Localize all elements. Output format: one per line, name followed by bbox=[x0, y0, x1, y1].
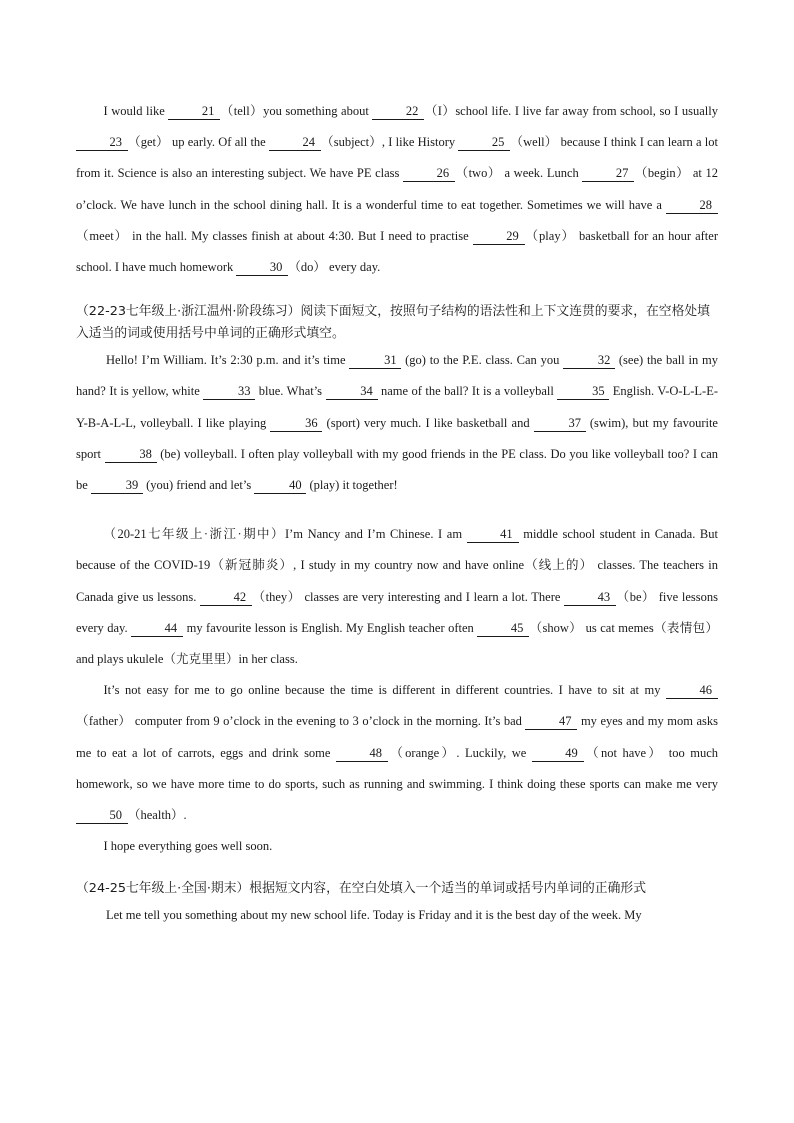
passage-text: (go) to the P.E. class. Can you bbox=[401, 353, 564, 368]
worksheet-page bbox=[76, 96, 718, 932]
passage-text: middle school student in Canada. But because of the COVID-19（新冠肺炎）, I study in my country now and have online（线上的） classes. The teachers in Canada give us lessons. bbox=[76, 527, 718, 604]
answer-blank-43[interactable]: 43 bbox=[564, 590, 616, 606]
passage-text: I would like bbox=[103, 104, 169, 118]
answer-blank-25[interactable]: 25 bbox=[458, 135, 510, 151]
section-2-heading: （22-23七年级上·浙江温州·阶段练习）阅读下面短文，按照句子结构的语法性和上下文连贯的要求，在空格处填入适当的词或使用括号中单词的正确形式填空。 bbox=[76, 304, 710, 342]
passage-text: It’s not easy for me to go online because the time is different in different countries. I have to sit at my bbox=[103, 683, 666, 698]
section-4 bbox=[76, 878, 718, 931]
passage-1-paragraph bbox=[76, 96, 718, 283]
answer-blank-32[interactable]: 32 bbox=[563, 353, 615, 369]
answer-blank-35[interactable]: 35 bbox=[557, 384, 609, 400]
passage-text: (see) the ball in my hand? It is yellow, white bbox=[76, 353, 718, 399]
answer-blank-37[interactable]: 37 bbox=[534, 416, 586, 432]
answer-blank-38[interactable]: 38 bbox=[105, 447, 157, 463]
answer-blank-33[interactable]: 33 bbox=[203, 384, 255, 400]
passage-text: (swim), but my favourite sport bbox=[76, 415, 718, 461]
passage-text: （father） computer from 9 o’clock in the evening to 3 o’clock in the morning. It’s bad bbox=[76, 714, 526, 729]
answer-blank-24[interactable]: 24 bbox=[269, 135, 321, 151]
section-3-paragraph-2 bbox=[76, 675, 718, 831]
passage-text: Let me tell you something about my new school life. Today is Friday and it is the best day of the week. My bbox=[106, 908, 642, 923]
answer-blank-34[interactable]: 34 bbox=[326, 384, 378, 400]
section-3 bbox=[76, 519, 718, 862]
passage-text: (play) it together! bbox=[306, 478, 398, 493]
answer-blank-27[interactable]: 27 bbox=[582, 166, 634, 182]
passage-text: （play） basketball for an hour after school. I have much homework bbox=[76, 228, 718, 275]
passage-text: （tell）you something about bbox=[220, 104, 373, 118]
passage-1 bbox=[76, 96, 718, 283]
answer-blank-22[interactable]: 22 bbox=[372, 104, 424, 120]
passage-text: （show） us cat memes（表情包）and plays ukulele（尤克里里）in her class. bbox=[76, 620, 719, 667]
passage-text: I hope everything goes well soon. bbox=[103, 839, 273, 854]
answer-blank-46[interactable]: 46 bbox=[666, 683, 718, 699]
passage-text: （I）school life. I live far away from school, so I usually bbox=[424, 104, 718, 118]
passage-text: （get） up early. Of all the bbox=[128, 135, 269, 150]
section-2-passage bbox=[76, 345, 718, 501]
answer-blank-23[interactable]: 23 bbox=[76, 135, 128, 151]
passage-text: my eyes and my mom asks me to eat a lot of carrots, eggs and drink some bbox=[76, 714, 718, 760]
passage-text: （subject）, I like History bbox=[320, 135, 459, 150]
passage-text: （two） a week. Lunch bbox=[455, 166, 583, 181]
passage-text: （health）. bbox=[128, 808, 187, 823]
passage-text: (be) volleyball. I often play volleyball with my good friends in the PE class. Do you like volleyball too? I can be bbox=[76, 446, 718, 493]
passage-text: (you) friend and let’s bbox=[142, 478, 255, 493]
answer-blank-42[interactable]: 42 bbox=[200, 590, 252, 606]
passage-text: （not have） too much homework, so we have more time to do sports, such as running and swimming. I think doing these sports can make me very bbox=[76, 745, 718, 791]
answer-blank-48[interactable]: 48 bbox=[336, 746, 388, 762]
section-4-paragraph bbox=[76, 900, 718, 931]
passage-text: （do） every day. bbox=[288, 260, 381, 275]
passage-text: (sport) very much. I like basketball and bbox=[322, 415, 534, 430]
answer-blank-39[interactable]: 39 bbox=[91, 478, 143, 494]
answer-blank-36[interactable]: 36 bbox=[270, 416, 322, 432]
answer-blank-40[interactable]: 40 bbox=[254, 478, 306, 494]
answer-blank-50[interactable]: 50 bbox=[76, 808, 128, 824]
answer-blank-28[interactable]: 28 bbox=[666, 198, 718, 214]
answer-blank-26[interactable]: 26 bbox=[403, 166, 455, 182]
passage-text: （20-21七年级上·浙江·期中）I’m Nancy and I’m Chinese. I am bbox=[103, 527, 467, 542]
passage-text: （meet） in the hall. My classes finish at about 4:30. But I need to practise bbox=[76, 228, 473, 243]
section-4-heading: （24-25七年级上·全国·期末）根据短文内容，在空白处填入一个适当的单词或括号内单词的正确形式 bbox=[76, 881, 646, 897]
passage-text: Hello! I’m William. It’s 2:30 p.m. and it’s time bbox=[106, 353, 350, 368]
section-3-paragraph-3 bbox=[76, 831, 718, 862]
answer-blank-29[interactable]: 29 bbox=[473, 229, 525, 245]
answer-blank-44[interactable]: 44 bbox=[131, 621, 183, 637]
passage-text: English. V-O-L-L-E-Y-B-A-L-L, volleyball. I like playing bbox=[76, 384, 718, 430]
answer-blank-30[interactable]: 30 bbox=[236, 260, 288, 276]
passage-text: （begin） at 12 o’clock. We have lunch in the school dining hall. It is a wonderful time to eat together. Sometimes we will have a bbox=[76, 166, 719, 212]
answer-blank-45[interactable]: 45 bbox=[477, 621, 529, 637]
answer-blank-31[interactable]: 31 bbox=[349, 353, 401, 369]
passage-text: my favourite lesson is English. My English teacher often bbox=[183, 620, 478, 635]
passage-text: name of the ball? It is a volleyball bbox=[377, 384, 558, 399]
answer-blank-41[interactable]: 41 bbox=[467, 527, 519, 543]
passage-text: （be） five lessons every day. bbox=[76, 589, 718, 635]
section-2 bbox=[76, 301, 718, 501]
section-3-paragraph-1 bbox=[76, 519, 718, 675]
answer-blank-21[interactable]: 21 bbox=[168, 104, 220, 120]
passage-text: blue. What’s bbox=[255, 384, 326, 399]
answer-blank-49[interactable]: 49 bbox=[532, 746, 584, 762]
passage-text: （well） because I think I can learn a lot from it. Science is also an interesting subject. We have PE class bbox=[76, 135, 718, 181]
answer-blank-47[interactable]: 47 bbox=[525, 714, 577, 730]
passage-text: （orange）. Luckily, we bbox=[387, 745, 532, 760]
passage-text: （they） classes are very interesting and I learn a lot. There bbox=[252, 589, 565, 604]
